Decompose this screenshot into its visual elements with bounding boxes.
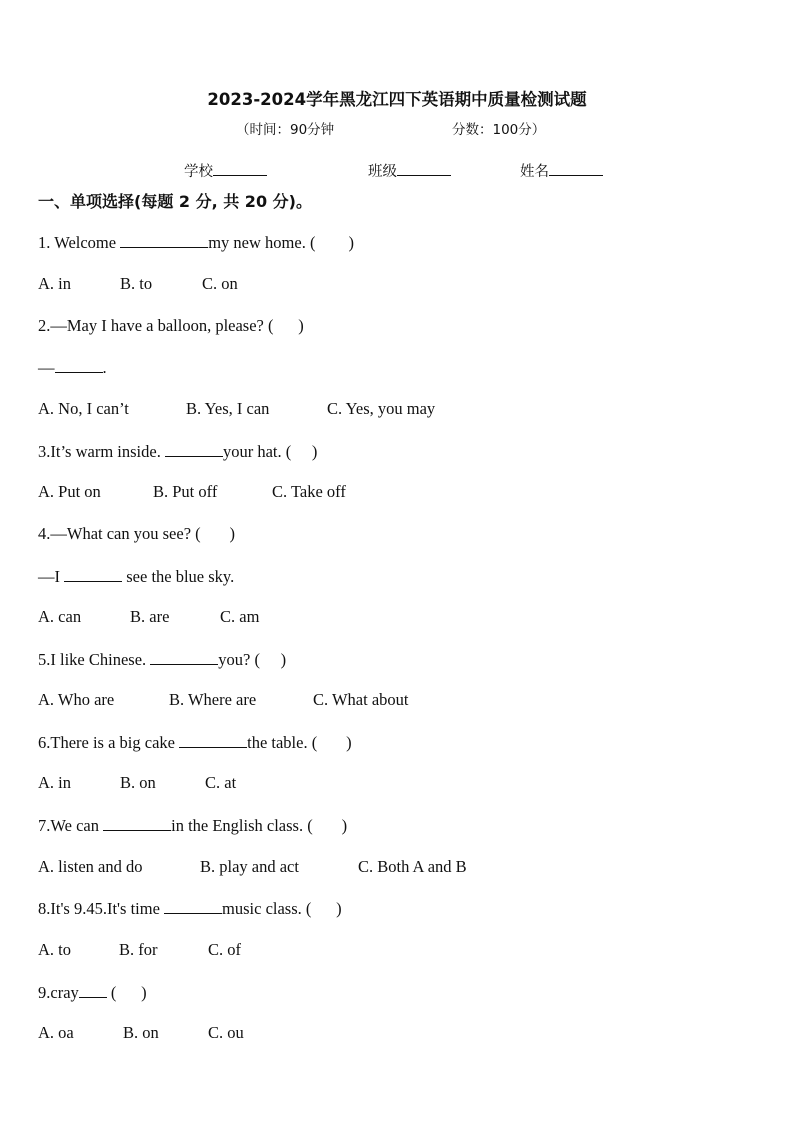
- question-6-blank[interactable]: [179, 732, 247, 748]
- section-heading: 一、单项选择(每题 2 分, 共 20 分)。: [38, 192, 312, 211]
- exam-time: （时间：90分钟: [236, 122, 335, 138]
- class-field: [368, 160, 451, 181]
- class-blank[interactable]: [397, 161, 451, 176]
- question-8-text-b: music class. ( ): [222, 899, 342, 918]
- option-c[interactable]: C. Yes, you may: [327, 399, 436, 418]
- question-4-blank[interactable]: [64, 566, 122, 582]
- question-6-options: [38, 773, 236, 793]
- question-8: [38, 898, 342, 919]
- option-b[interactable]: B. Put off: [153, 482, 218, 501]
- option-a[interactable]: A. listen and do: [38, 857, 143, 876]
- name-label: 姓名: [520, 164, 549, 180]
- option-a[interactable]: A. can: [38, 607, 82, 626]
- question-1-text-a: 1. Welcome: [38, 233, 121, 252]
- name-blank[interactable]: [549, 161, 603, 176]
- question-9: [38, 982, 147, 1003]
- option-b[interactable]: B. Yes, I can: [186, 399, 270, 418]
- question-4: [38, 524, 235, 544]
- option-a[interactable]: A. oa: [38, 1023, 74, 1042]
- option-a[interactable]: A. in: [38, 773, 71, 792]
- question-3-blank[interactable]: [165, 441, 223, 457]
- option-a[interactable]: A. in: [38, 274, 71, 293]
- option-a[interactable]: A. to: [38, 940, 71, 959]
- option-c[interactable]: C. What about: [313, 690, 409, 709]
- question-1-text-b: my new home. ( ): [208, 233, 354, 252]
- school-label: 学校: [184, 164, 213, 180]
- school-field: [184, 160, 267, 181]
- question-9-text-a: 9.cray: [38, 983, 79, 1002]
- question-7-options: [38, 857, 467, 877]
- question-7: [38, 815, 347, 836]
- question-5-options: [38, 690, 408, 710]
- option-b[interactable]: B. to: [120, 274, 153, 293]
- school-blank[interactable]: [213, 161, 267, 176]
- question-2-text: 2.—May I have a balloon, please? ( ): [38, 316, 304, 335]
- question-5-blank[interactable]: [150, 649, 218, 665]
- option-a[interactable]: A. Put on: [38, 482, 101, 501]
- question-7-text-b: in the English class. ( ): [171, 816, 348, 835]
- option-a[interactable]: A. No, I can’t: [38, 399, 129, 418]
- option-c[interactable]: C. on: [202, 274, 238, 293]
- question-4-answer-b: see the blue sky.: [122, 567, 235, 586]
- option-c[interactable]: C. am: [220, 607, 260, 626]
- question-3: [38, 441, 317, 462]
- question-2: [38, 316, 304, 336]
- period-mark: .: [102, 358, 107, 377]
- option-c[interactable]: C. at: [205, 773, 237, 792]
- question-8-blank[interactable]: [164, 898, 222, 914]
- option-b[interactable]: B. Where are: [169, 690, 257, 709]
- option-c[interactable]: C. Both A and B: [358, 857, 467, 876]
- page-title: 2023-2024学年黑龙江四下英语期中质量检测试题: [207, 90, 587, 109]
- option-b[interactable]: B. play and act: [200, 857, 299, 876]
- class-label: 班级: [368, 164, 397, 180]
- question-3-text-a: 3.It’s warm inside.: [38, 442, 165, 461]
- option-c[interactable]: C. Take off: [272, 482, 346, 501]
- question-1: [38, 232, 354, 253]
- question-6: [38, 732, 352, 753]
- question-6-text-b: the table. ( ): [247, 733, 352, 752]
- option-b[interactable]: B. are: [130, 607, 170, 626]
- question-3-options: [38, 482, 346, 502]
- question-2-answer: [38, 357, 107, 378]
- option-b[interactable]: B. for: [119, 940, 158, 959]
- question-2-blank[interactable]: [55, 357, 103, 373]
- question-8-options: [38, 940, 241, 960]
- question-5-text-b: you? ( ): [218, 650, 287, 669]
- question-8-text-a: 8.It's 9.45.It's time: [38, 899, 165, 918]
- question-5: [38, 649, 286, 670]
- option-a[interactable]: A. Who are: [38, 690, 115, 709]
- question-9-text-b: ( ): [106, 983, 147, 1002]
- question-7-blank[interactable]: [103, 815, 171, 831]
- question-4-options: [38, 607, 259, 627]
- question-7-text-a: 7.We can: [38, 816, 104, 835]
- option-b[interactable]: B. on: [123, 1023, 159, 1042]
- question-5-text-a: 5.I like Chinese.: [38, 650, 151, 669]
- dash-mark: —: [38, 358, 55, 377]
- question-1-options: [38, 274, 238, 294]
- question-9-blank[interactable]: [79, 982, 107, 998]
- question-2-options: [38, 399, 435, 419]
- question-4-text: 4.—What can you see? ( ): [38, 524, 236, 543]
- option-c[interactable]: C. ou: [208, 1023, 244, 1042]
- option-c[interactable]: C. of: [208, 940, 241, 959]
- question-3-text-b: your hat. ( ): [222, 442, 318, 461]
- name-field: [520, 160, 603, 181]
- question-1-blank[interactable]: [120, 232, 208, 248]
- question-9-options: [38, 1023, 244, 1043]
- question-6-text-a: 6.There is a big cake: [38, 733, 180, 752]
- option-b[interactable]: B. on: [120, 773, 156, 792]
- question-4-answer-a: —I: [38, 567, 65, 586]
- question-4-answer: [38, 566, 234, 587]
- exam-score: 分数：100分）: [452, 122, 546, 138]
